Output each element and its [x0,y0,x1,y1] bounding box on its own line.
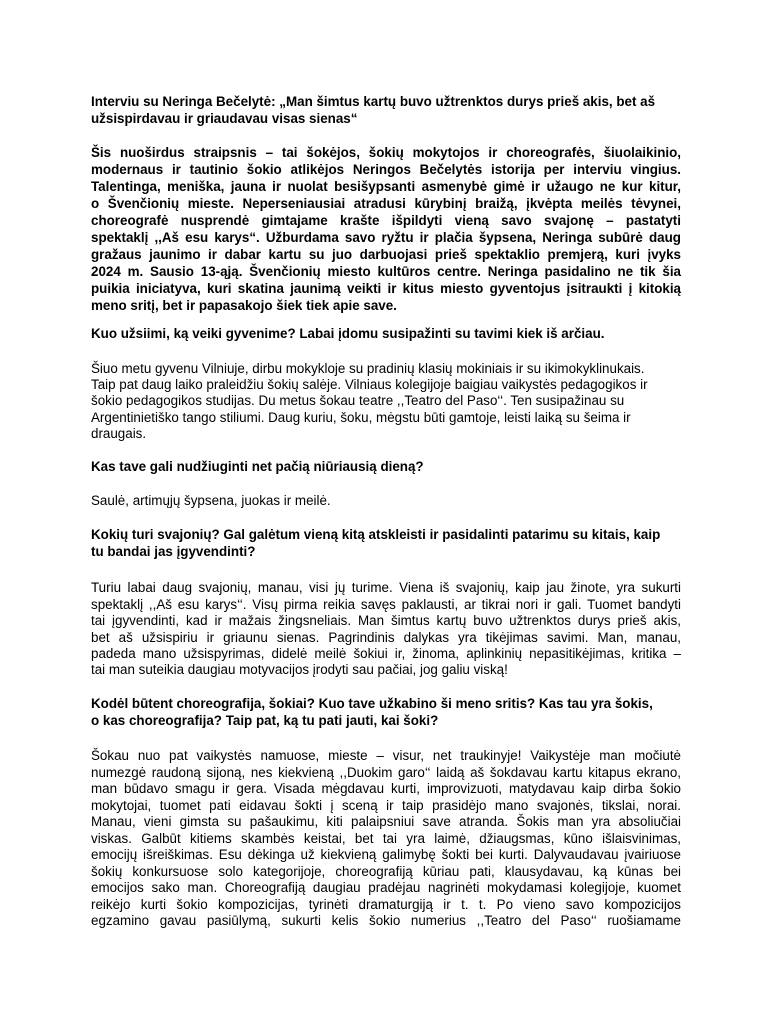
answer-4-line-9: emocijos sako man. Choreografiją daugiau pradėjau nagrinėti mokydamasi kolegijoje, kuomet [91,880,681,895]
intro-line-2: modernaus ir tautinio šokio atlikėjos Neringos Bečelytės istorija per interviu vingius. [91,162,681,177]
answer-3-line-1: Turiu labai daug svajonių, manau, visi jų turime. Viena iš svajonių, kaip jau žinote, yra sukurti [91,580,681,595]
answer-1-line-4: Argentinietiško tango stiliumi. Daug kuriu, šoku, mėgstu būti gamtoje, leisti laiką su šeima ir [91,410,631,425]
title-line-2: užsispirdavau ir griaudavau visas sienas“ [91,111,358,126]
answer-3-line-6: tai man suteikia daugiau motyvacijos įrodyti sau pačiai, jog galiu viską! [91,662,508,677]
question-1: Kuo užsiimi, ką veiki gyvenime? Labai įdomu susipažinti su tavimi kiek iš arčiau. [91,326,605,341]
answer-4-line-3: man būdavo smagu ir gera. Visada mėgdavau kurti, improvizuoti, matydavau kaip dirba šokio [91,781,681,796]
question-2: Kas tave gali nudžiuginti net pačią niūriausią dieną? [91,459,424,474]
intro-line-3: Talentinga, meniška, jauna ir nuolat besišypsanti asmenybė gimė ir užaugo ne kur kitur, [91,179,681,194]
answer-1-line-3: šokio pedagogikos studijas. Du metus šokau teatre ,,Teatro del Paso‘‘. Ten susipažinau su [91,393,625,408]
answer-4-line-6: viskas. Galbūt kitiems skambės keistai, bet tai yra laimė, džiaugsmas, kūno išlaisvinimas, [91,831,681,846]
question-3-line-2: tu bandai jas įgyvendinti? [91,544,256,559]
answer-4-line-4: mokytojai, tuomet pati eidavau šokti į sceną ir taip prasidėjo mano svajonės, tikslai, norai. [91,798,681,813]
answer-1-line-2: Taip pat daug laiko praleidžiu šokių salėje. Vilniaus kolegijoje baigiau vaikystės pedagogikos ir [91,377,648,392]
title-line-1: Interviu su Neringa Bečelytė: „Man šimtus kartų buvo užtrenktos durys prieš akis, bet aš [91,94,656,109]
answer-4-line-1: Šokau nuo pat vaikystės namuose, mieste – visur, net traukinyje! Vaikystėje man močiutė [91,748,681,763]
intro-line-10: meno sritį, bet ir papasakojo šiek tiek apie save. [91,298,397,313]
question-4-line-2: o kas choreografija? Taip pat, ką tu pati jauti, kai šoki? [91,713,439,728]
answer-4-line-10: reikėjo kurti šokio kompozicijas, tyrinėti dramaturgiją ir t. t. Po vieno savo kompozicijos [91,897,681,912]
intro-line-4: o Švenčionių mieste. Neperseniausiai atradusi kūrybinį braižą, įkvėpta meilės tėvynei, [91,196,681,211]
answer-4-line-8: šokių konkursuose solo kategorijoje, choreografiją kūriau pati, klausydavau, ką kūnas bei [91,864,681,879]
answer-4-line-5: Manau, vieni gimsta su pašaukimu, kiti palaipsniui save atranda. Šokis man yra absoliučiai [91,814,681,829]
intro-line-6: spektaklį ,,Aš esu karys“. Užburdama savo ryžtu ir plačia šypsena, Neringa subūrė daug [91,230,681,245]
answer-1-line-1: Šiuo metu gyvenu Vilniuje, dirbu mokykloje su pradinių klasių mokiniais ir su ikimokyklinukais. [91,361,645,376]
answer-4-line-7: emocijų išreiškimas. Esu dėkinga už kiekvieną galimybę šokti bei kurti. Dalyvaudavau įvairiuose [91,847,681,862]
intro-line-9: puikia iniciatyva, kuri skatina jaunimą veikti ir kitus miesto gyventojus įsitraukti į kitokią [91,281,681,296]
answer-3-line-5: padeda mano užsispyrimas, didelė meilė šokiui ir, žinoma, aplinkinių nepasitikėjimas, kritika – [91,646,681,661]
intro-line-8: 2024 m. Sausio 13-ąją. Švenčionių miesto kultūros centre. Neringa pasidalino ne tik šia [91,264,681,279]
answer-4-line-11: egzamino gavau pasiūlymą, sukurti kelis šokio numerius ,,Teatro del Paso‘‘ ruošiamame [91,913,681,928]
question-3-line-1: Kokių turi svajonių? Gal galėtum vieną kitą atskleisti ir pasidalinti patarimu su kitais, kaip [91,527,661,542]
intro-line-7: gražaus jaunimo ir dabar kartu su juo darbuojasi prieš spektaklio premjerą, kuri įvyks [91,247,681,262]
answer-2: Saulė, artimųjų šypsena, juokas ir meilė. [91,493,331,508]
intro-line-1: Šis nuoširdus straipsnis – tai šokėjos, šokių mokytojos ir choreografės, šiuolaikinio, [91,145,681,160]
answer-3-line-3: tai įgyvendinti, kad ir mažais žingsneliais. Man šimtus kartų buvo užtrenktos durys prieš akis, [91,613,681,628]
answer-3-line-2: spektaklį ,,Aš esu karys‘‘. Visų pirma reikia savęs paklausti, ar tikrai nori ir gali. Tuomet bandyti [91,597,681,612]
question-4-line-1: Kodėl būtent choreografija, šokiai? Kuo tave užkabino ši meno sritis? Kas tau yra šokis, [91,696,653,711]
answer-4-line-2: numezgė raudoną sijoną, nes kiekvieną ,,Duokim garo‘‘ laidą aš šokdavau kartu kitapus ekrano, [91,765,681,780]
answer-1-line-5: draugais. [91,426,147,441]
intro-line-5: choreografė nusprendė gimtajame krašte išpildyti vieną savo svajonę – pastatyti [91,213,681,228]
answer-3-line-4: bet aš užsispiriu ir griaunu sienas. Pagrindinis dalykas yra tikėjimas savimi. Man, manau, [91,630,681,645]
